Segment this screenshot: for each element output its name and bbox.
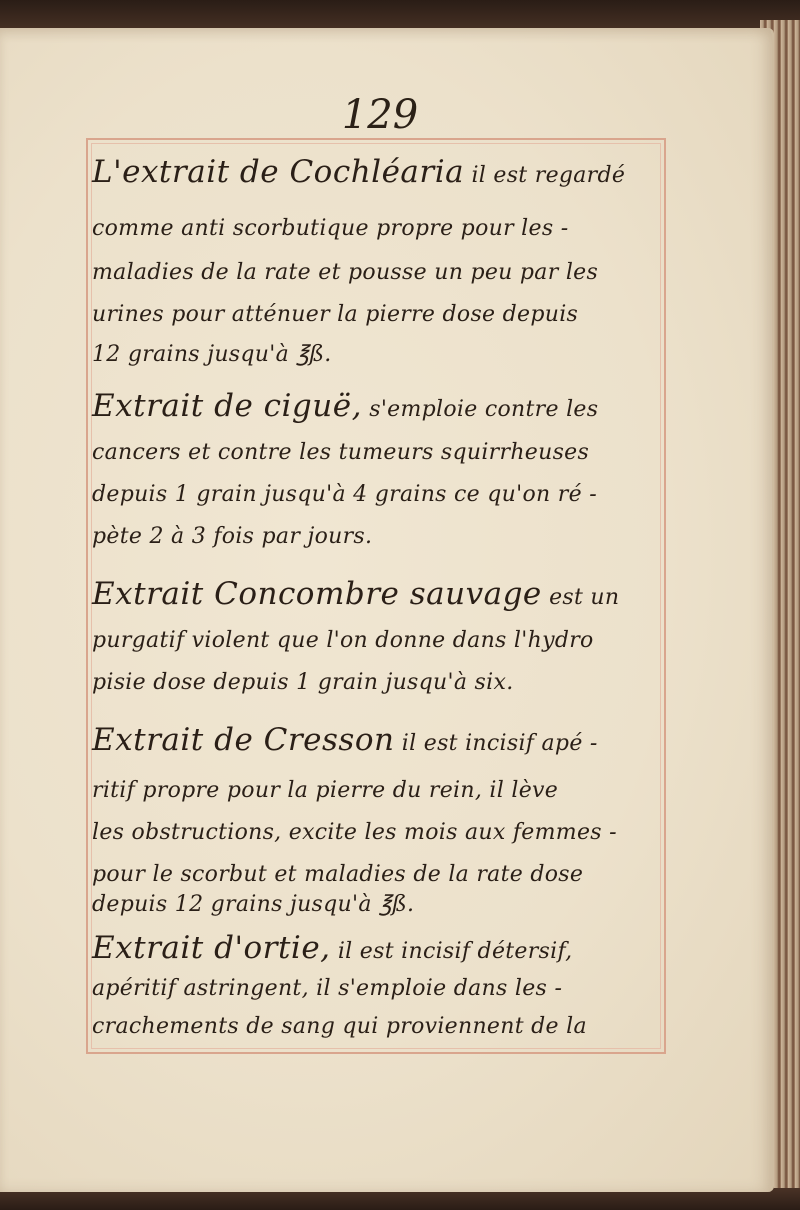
entry-line: urines pour atténuer la pierre dose depuis bbox=[92, 302, 579, 327]
entry-line: apéritif astringent, il s'emploie dans les - bbox=[92, 976, 563, 1001]
entry-line: cancers et contre les tumeurs squirrheuses bbox=[92, 440, 590, 465]
entry-title: Extrait d'ortie, bbox=[92, 930, 331, 966]
entry-title: L'extrait de Cochléaria bbox=[92, 154, 465, 190]
entry-text: il est incisif détersif, bbox=[337, 939, 573, 964]
entry-line: 12 grains jusqu'à ℥ß. bbox=[92, 342, 332, 367]
entry-line: pète 2 à 3 fois par jours. bbox=[92, 524, 373, 549]
entry-heading-line bbox=[92, 930, 572, 966]
entry-line: depuis 1 grain jusqu'à 4 grains ce qu'on ré - bbox=[92, 482, 597, 507]
entry-title: Extrait de ciguë, bbox=[92, 388, 362, 424]
entry-text: il est incisif apé - bbox=[401, 731, 598, 756]
entry-title: Extrait Concombre sauvage bbox=[92, 576, 542, 612]
entry-text: s'emploie contre les bbox=[369, 397, 599, 422]
entry-heading-line bbox=[92, 576, 619, 612]
entry-line: maladies de la rate et pousse un peu par les bbox=[92, 260, 599, 285]
entry-line: purgatif violent que l'on donne dans l'hydro bbox=[92, 628, 594, 653]
entry-title: Extrait de Cresson bbox=[92, 722, 395, 758]
entry-line: pisie dose depuis 1 grain jusqu'à six. bbox=[92, 670, 514, 695]
entry-line: comme anti scorbutique propre pour les - bbox=[92, 216, 569, 241]
entry-heading-line bbox=[92, 722, 598, 758]
entry-line: crachements de sang qui proviennent de la bbox=[92, 1014, 587, 1039]
entry-line: depuis 12 grains jusqu'à ℥ß. bbox=[92, 892, 415, 917]
entry-text: est un bbox=[549, 585, 620, 610]
entry-line: pour le scorbut et maladies de la rate dose bbox=[92, 862, 584, 887]
page-number: 129 bbox=[341, 92, 419, 138]
entry-line: ritif propre pour la pierre du rein, il lève bbox=[92, 778, 559, 803]
entry-heading-line bbox=[92, 388, 598, 424]
entry-text: il est regardé bbox=[471, 163, 626, 188]
entry-line: les obstructions, excite les mois aux femmes - bbox=[92, 820, 617, 845]
entry-heading-line bbox=[92, 154, 625, 190]
